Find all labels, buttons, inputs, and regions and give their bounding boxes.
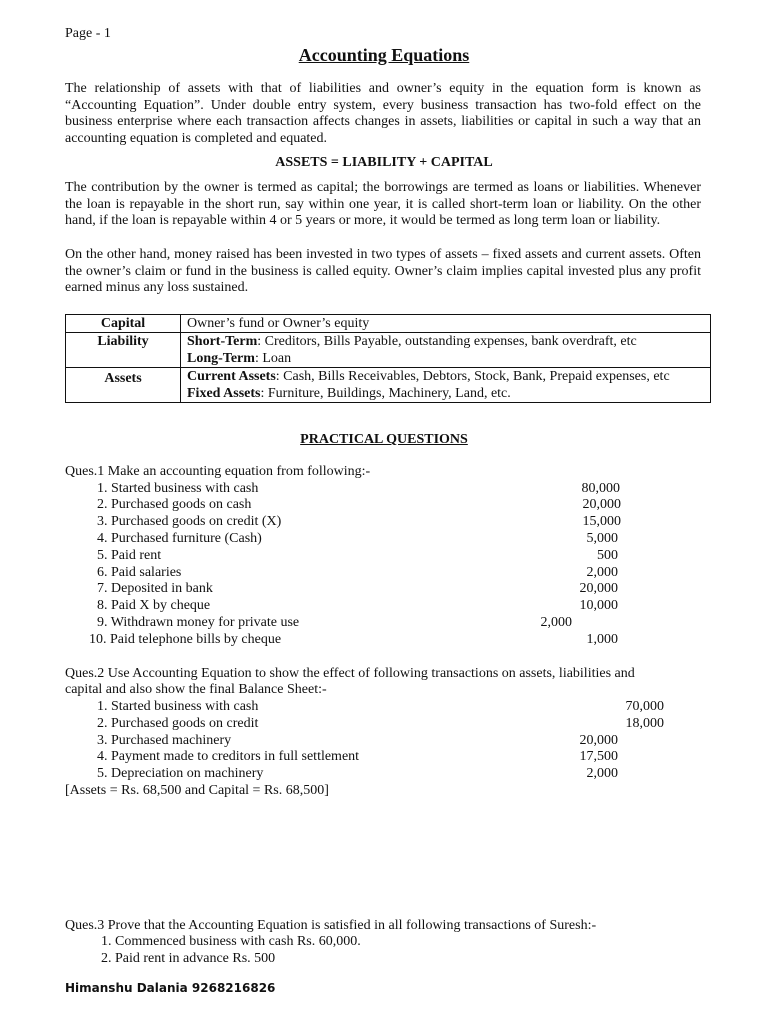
table-row bbox=[66, 315, 711, 333]
list-item-amount: 70,000 bbox=[625, 699, 664, 714]
term-capital: Capital bbox=[66, 315, 181, 333]
list-item-amount: 2,000 bbox=[586, 766, 618, 781]
list-item-amount: 15,000 bbox=[582, 514, 621, 529]
list-item-amount: 20,000 bbox=[579, 733, 618, 748]
question-2-answer: [Assets = Rs. 68,500 and Capital = Rs. 68,500] bbox=[65, 783, 329, 798]
list-item-amount: 2,000 bbox=[540, 615, 572, 630]
accounting-equation: ASSETS = LIABILITY + CAPITAL bbox=[275, 155, 493, 170]
list-item: 9. Withdrawn money for private use bbox=[97, 615, 300, 630]
list-item-amount: 1,000 bbox=[586, 632, 618, 647]
intro-paragraph: The relationship of assets with that of liabilities and owner’s equity in the equation form is known as “Accounting Equation”. Under double entry system, every business transaction has two-fold effect on the business enterprise where each transaction affects changes in assets, liabilities or capital in such a way that an accounting equation is completed and equated. bbox=[65, 81, 701, 146]
table-row bbox=[66, 368, 711, 403]
list-item-amount: 2,000 bbox=[586, 565, 618, 580]
list-item: 7. Deposited in bank bbox=[97, 581, 213, 596]
page-number: Page - 1 bbox=[65, 26, 111, 41]
long-term-text: : Loan bbox=[254, 351, 292, 366]
list-item: 2. Purchased goods on credit bbox=[97, 716, 259, 731]
capital-liability-paragraph: The contribution by the owner is termed as capital; the borrowings are termed as loans or liabilities. Whenever the loan is repayable in the short run, say within one year, it is called short-term loan or liability. On the other hand, if the loan is repayable within 4 or 5 years or more, it would be termed as long term loan or liability. bbox=[65, 180, 701, 229]
question-2-heading-line-1: Ques.2 Use Accounting Equation to show the effect of following transactions on assets, liabilities and bbox=[65, 666, 635, 681]
list-item: 5. Depreciation on machinery bbox=[97, 766, 264, 781]
terms-table bbox=[65, 314, 711, 403]
list-item: 1. Started business with cash bbox=[97, 481, 259, 496]
list-item: 10. Paid telephone bills by cheque bbox=[89, 632, 282, 647]
list-item: 6. Paid salaries bbox=[97, 565, 182, 580]
footer-author: Himanshu Dalania 9268216826 bbox=[65, 981, 276, 995]
list-item: 3. Purchased goods on credit (X) bbox=[97, 514, 282, 529]
current-assets-text: : Cash, Bills Receivables, Debtors, Stock, Bank, Prepaid expenses, etc bbox=[275, 369, 670, 384]
list-item-amount: 5,000 bbox=[586, 531, 618, 546]
list-item: 5. Paid rent bbox=[97, 548, 162, 563]
term-assets: Assets bbox=[66, 368, 181, 403]
current-assets-label: Current Assets bbox=[187, 369, 276, 384]
fixed-assets-text: : Furniture, Buildings, Machinery, Land, etc. bbox=[260, 386, 511, 401]
question-2-heading-line-2: capital and also show the final Balance Sheet:- bbox=[65, 682, 327, 697]
list-item-amount: 20,000 bbox=[579, 581, 618, 596]
list-item: 2. Purchased goods on cash bbox=[97, 497, 252, 512]
list-item-amount: 500 bbox=[597, 548, 618, 563]
list-item-amount: 17,500 bbox=[579, 749, 618, 764]
list-item-amount: 80,000 bbox=[581, 481, 620, 496]
list-item: 8. Paid X by cheque bbox=[97, 598, 211, 613]
document-title: Accounting Equations bbox=[298, 45, 470, 65]
list-item: 2. Paid rent in advance Rs. 500 bbox=[101, 951, 276, 966]
list-item: 4. Purchased furniture (Cash) bbox=[97, 531, 262, 546]
desc-liability bbox=[181, 333, 711, 368]
question-3-heading: Ques.3 Prove that the Accounting Equation is satisfied in all following transactions of Suresh:- bbox=[65, 918, 597, 933]
long-term-label: Long-Term bbox=[187, 351, 255, 366]
section-heading: PRACTICAL QUESTIONS bbox=[300, 432, 468, 447]
list-item-amount: 10,000 bbox=[579, 598, 618, 613]
short-term-text: : Creditors, Bills Payable, outstanding expenses, bank overdraft, etc bbox=[257, 334, 637, 349]
desc-assets bbox=[181, 368, 711, 403]
list-item: 1. Commenced business with cash Rs. 60,000. bbox=[101, 934, 361, 949]
assets-paragraph: On the other hand, money raised has been invested in two types of assets – fixed assets and current assets. Often the owner’s claim or fund in the business is called equity. Owner’s claim implies capital invested plus any profit earned minus any loss sustained. bbox=[65, 247, 701, 296]
question-1-heading: Ques.1 Make an accounting equation from following:- bbox=[65, 464, 371, 479]
list-item: 1. Started business with cash bbox=[97, 699, 259, 714]
table-row bbox=[66, 333, 711, 368]
list-item: 3. Purchased machinery bbox=[97, 733, 232, 748]
fixed-assets-label: Fixed Assets bbox=[187, 386, 261, 401]
list-item-amount: 20,000 bbox=[582, 497, 621, 512]
desc-capital: Owner’s fund or Owner’s equity bbox=[181, 315, 711, 333]
short-term-label: Short-Term bbox=[187, 334, 258, 349]
list-item-amount: 18,000 bbox=[625, 716, 664, 731]
list-item: 4. Payment made to creditors in full settlement bbox=[97, 749, 360, 764]
term-liability: Liability bbox=[66, 333, 181, 368]
